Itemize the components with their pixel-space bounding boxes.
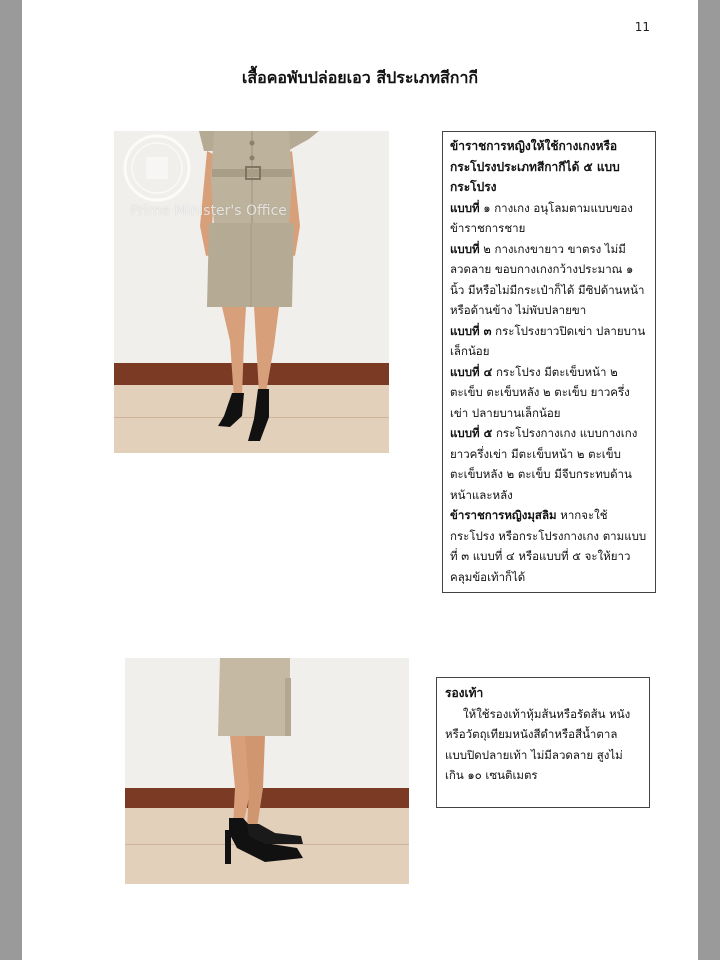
skirt-heading: ข้าราชการหญิงให้ใช้กางเกงหรือกระโปรงประเภทสีกากีได้ ๕ แบบ กระโปรง <box>450 139 620 194</box>
page-number: 11 <box>634 20 650 34</box>
shoes-illustration <box>125 658 409 884</box>
skirt-item: แบบที่ ๑ กางเกง อนุโลมตามแบบของข้าราชการชาย <box>450 200 633 235</box>
uniform-photo <box>114 131 389 453</box>
shoes-photo <box>125 658 409 884</box>
document-page <box>22 0 698 960</box>
shoes-description-box <box>436 677 650 808</box>
page-title: เสื้อคอพับปล่อยเอว สีประเภทสีกากี <box>241 68 479 87</box>
skirt-description-box <box>442 131 656 593</box>
watermark-text: Prime Minister's Office <box>130 203 287 219</box>
skirt-item: แบบที่ ๕ กระโปรงกางเกง แบบกางเกงยาวครึ่งเข่า มีตะเข็บหน้า ๒ ตะเข็บ ตะเข็บหลัง ๒ ตะเข็บ มีจีบกระทบด้านหน้าและหลัง <box>450 426 638 502</box>
skirt-item: ข้าราชการหญิงมุสลิม หากจะใช้กระโปรง หรือกระโปรงกางเกง ตามแบบที่ ๓ แบบที่ ๔ หรือแบบที่ ๕ จะให้ยาวคลุมข้อเท้าก็ได้ <box>450 508 647 584</box>
shoes-heading: รองเท้า <box>445 686 484 700</box>
shoes-text: ให้ใช้รองเท้าหุ้มส้นหรือรัดส้น หนังหรือวัตถุเทียมหนังสีดำหรือสีน้ำตาล แบบปิดปลายเท้า ไม่มีลวดลาย สูงไม่เกิน ๑๐ เซนติเมตร <box>445 706 631 782</box>
skirt-item: แบบที่ ๒ กางเกงขายาว ขาตรง ไม่มีลวดลาย ขอบกางเกงกว้างประมาณ ๑ นิ้ว มีหรือไม่มีกระเป๋าก็ได้ มีซิปด้านหน้าหรือด้านข้าง ไม่พับปลายขา <box>450 241 645 317</box>
government-seal-watermark <box>122 133 192 203</box>
skirt-item: แบบที่ ๓ กระโปรงยาวปิดเข่า ปลายบานเล็กน้อย <box>450 323 646 358</box>
skirt-item: แบบที่ ๔ กระโปรง มีตะเข็บหน้า ๒ ตะเข็บ ตะเข็บหลัง ๒ ตะเข็บ ยาวครึ่งเข่า ปลายบานเล็กน้อย <box>450 364 630 420</box>
